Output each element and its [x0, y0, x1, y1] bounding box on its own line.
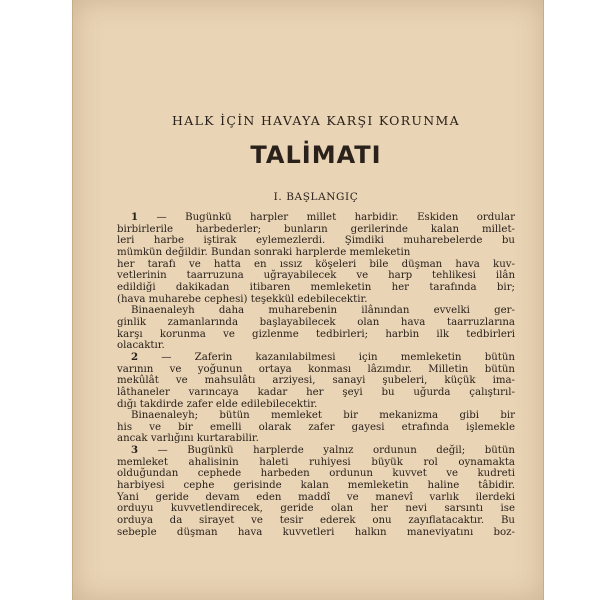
section-heading: I. BAŞLANGIÇ — [273, 191, 359, 203]
line-text: mekûlât ve mahsulâtı arziyesi, sanayi şubeleri, küçük ima- — [117, 375, 515, 387]
line-text: vetlerinin taarruzuna uğrayabilecek ve harp tehlikesi ilân — [117, 270, 515, 282]
line-text: dığı takdirde zafer elde edilebilecektir. — [117, 398, 318, 410]
text-line — [117, 375, 515, 387]
text-line — [117, 399, 515, 411]
paragraph-number: 2 — [131, 350, 139, 363]
text-line — [117, 503, 515, 515]
text-line — [117, 340, 515, 352]
text-line — [117, 317, 515, 329]
line-text: (hava muharebe cephesi) teşekkül edebilecektir. — [117, 293, 368, 305]
line-text: olduğundan cephede harbeden ordunun kuvvet ve kudreti — [117, 468, 515, 480]
text-line — [117, 305, 515, 317]
line-text: edildiği dakikadan itibaren memleketin her tarafında bir; — [117, 281, 515, 293]
paragraph-number: 3 — [131, 444, 139, 457]
text-line — [117, 352, 515, 364]
line-text: varının ve yoğunun ortaya konması lâzımdır. Milletin bütün — [117, 363, 515, 375]
line-text: — Bugünkü harpler millet harbidir. Eskiden ordular — [138, 212, 515, 223]
line-text: karşı korunma ve gizlenme tedbirleri; harbin ilk tedbirleri — [117, 328, 515, 340]
text-line — [117, 247, 515, 259]
line-text: memleket ahalisinin haleti ruhiyesi büyük rol oynamakta — [117, 456, 515, 468]
line-text: olacaktır. — [117, 340, 165, 352]
line-text: Binaenaleyh; bütün memleket bir mekanizma gibi bir — [131, 410, 515, 422]
line-text: ancak varlığını kurtarabilir. — [117, 433, 259, 445]
document-title: TALİMATI — [250, 141, 382, 169]
line-text: — Bugünkü harplerde yalnız ordunun değil; bütün — [138, 445, 515, 457]
text-line — [117, 515, 515, 527]
line-text: her tarafı ve hatta en ıssız köşeleri bile düşman hava kuv- — [117, 258, 515, 270]
text-line — [117, 445, 515, 457]
line-text: mümkün değildir. Bundan sonraki harplerde memleketin — [117, 246, 411, 258]
line-text: ginlik zamanlarında başlayabilecek olan hava taarruzlarına — [117, 316, 515, 328]
text-line — [117, 480, 515, 492]
line-text: orduya da sirayet ve tesir ederek onu zayıflatacaktır. Bu — [117, 515, 515, 527]
line-text: birbirlerile harbederler; bunların gerilerinde kalan millet- — [117, 223, 515, 235]
text-line — [117, 224, 515, 236]
page-content — [117, 112, 515, 538]
text-line — [117, 235, 515, 247]
text-line — [117, 364, 515, 376]
text-line — [117, 527, 515, 539]
line-text: Yani geride devam eden maddî ve manevî varlık ilerdeki — [117, 491, 515, 503]
text-line — [117, 212, 515, 224]
text-line — [117, 294, 515, 306]
line-text: lâthaneler varıncaya kadar her şeyi bu uğurda çalıştırıl- — [117, 386, 515, 398]
text-line — [117, 492, 515, 504]
line-text: sebeple düşman hava kuvvetleri halkın maneviyatını boz- — [117, 526, 515, 538]
line-text: Binaenaleyh daha muharebenin ilânından evvelki ger- — [131, 305, 515, 317]
text-line — [117, 433, 515, 445]
text-line — [117, 329, 515, 341]
text-line — [117, 457, 515, 469]
line-text: his ve bir emelli olarak zafer gayesi etrafında işlemekle — [117, 421, 515, 433]
book-page — [72, 0, 544, 600]
body-text — [117, 212, 515, 538]
text-line — [117, 387, 515, 399]
line-text: orduyu kuvvetlendirecek, geride olan her nevi sarsıntı ise — [117, 503, 515, 515]
line-text: leri harbe iştirak eylemezlerdi. Şimdiki muharebelerde bu — [117, 235, 515, 247]
text-line — [117, 422, 515, 434]
text-line — [117, 259, 515, 271]
line-text: harbiyesi cephe gerisinde kalan memleketin haline tâbidir. — [117, 480, 515, 492]
text-line — [117, 282, 515, 294]
text-line — [117, 270, 515, 282]
line-text: — Zaferin kazanılabilmesi için memleketin bütün — [138, 351, 515, 363]
text-line — [117, 468, 515, 480]
text-line — [117, 410, 515, 422]
paragraph-number: 1 — [131, 211, 139, 223]
document-header: HALK İÇİN HAVAYA KARŞI KORUNMA — [172, 113, 460, 128]
